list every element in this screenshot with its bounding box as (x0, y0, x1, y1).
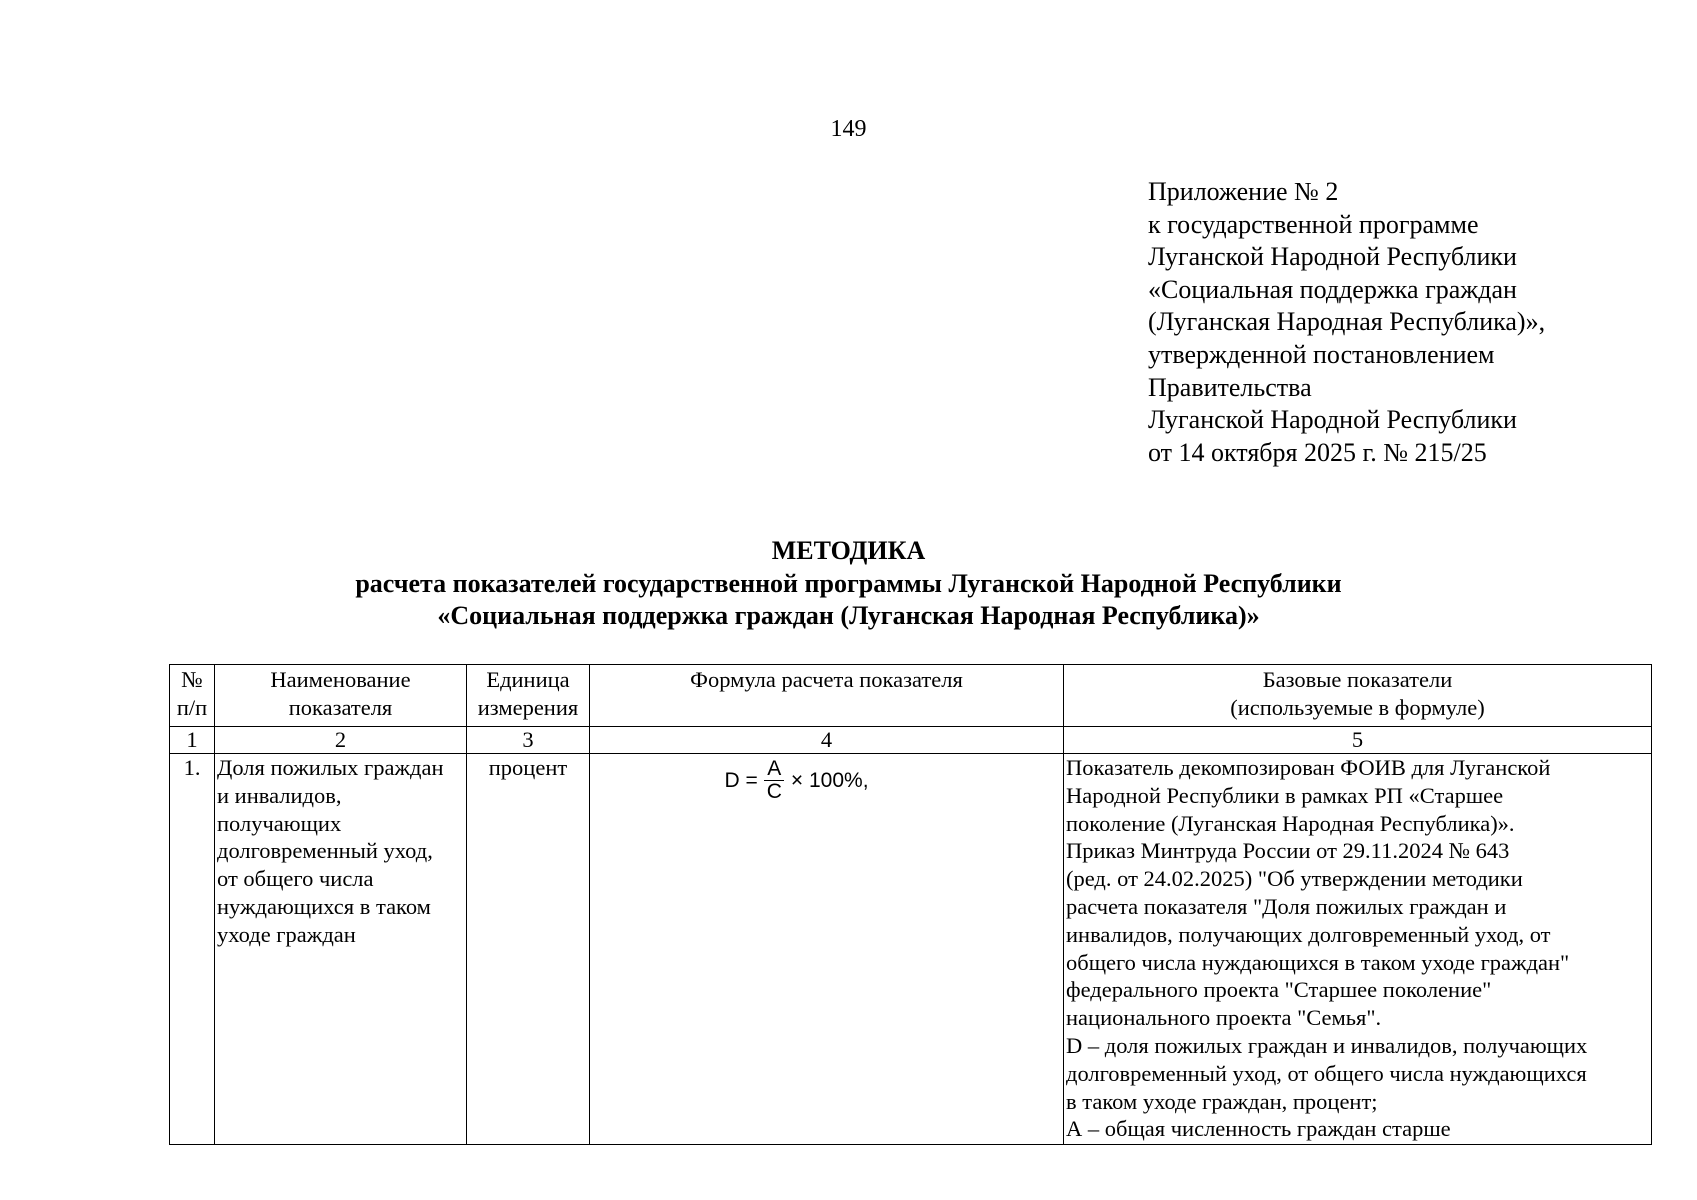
header-text: п/п (176, 694, 208, 720)
column-number: 3 (467, 727, 590, 754)
appendix-line: от 14 октября 2025 г. № 215/25 (1148, 437, 1487, 467)
appendix-line: (Луганская Народная Республика)», (1148, 307, 1546, 337)
table-row (170, 754, 1652, 1145)
page-number: 149 (830, 116, 867, 142)
cell-line: и инвалидов, (217, 782, 342, 808)
cell-line: уходе граждан (217, 921, 356, 947)
cell-line: национального проекта "Семья". (1066, 1005, 1382, 1031)
cell-line: в таком уходе граждан, процент; (1066, 1088, 1378, 1114)
formula-lhs: D = (724, 768, 758, 792)
formula-rhs: × 100%, (790, 768, 869, 792)
cell-line: нуждающихся в таком (217, 893, 431, 919)
formula-numerator: A (764, 758, 784, 781)
formula-denominator: C (766, 780, 782, 803)
appendix-line: «Социальная поддержка граждан (1148, 274, 1517, 304)
title-subheading: расчета показателей государственной программы Луганской Народной Республики (355, 568, 1342, 598)
appendix-line: Приложение № 2 (1148, 177, 1339, 206)
formula-fraction (764, 758, 785, 803)
header-text: показателя (288, 694, 393, 720)
cell-line: расчета показателя "Доля пожилых граждан и (1066, 893, 1507, 919)
cell-line: (ред. от 24.02.2025) "Об утверждении методики (1066, 866, 1523, 892)
column-number: 4 (590, 727, 1064, 754)
cell-line: Показатель декомпозирован ФОИВ для Луганской (1066, 755, 1551, 780)
cell-line: Приказ Минтруда России от 29.11.2024 № 643 (1066, 838, 1510, 864)
cell-line: от общего числа (217, 866, 374, 892)
cell-line: Народной Республики в рамках РП «Старшее (1066, 782, 1504, 808)
cell-line: инвалидов, получающих долговременный уход, от (1066, 921, 1551, 947)
appendix-line: Луганской Народной Республики (1148, 242, 1517, 272)
table-header-row (170, 665, 1652, 727)
column-number: 5 (1064, 727, 1652, 754)
column-number: 1 (170, 727, 215, 754)
title-heading: МЕТОДИКА (771, 536, 926, 565)
header-text: измерения (477, 694, 579, 720)
header-text: Базовые показатели (1262, 667, 1453, 692)
header-formula (590, 665, 1064, 727)
indicator-name (215, 754, 467, 1145)
measurement-unit: процент (467, 754, 590, 1145)
header-name (215, 665, 467, 727)
appendix-line: утвержденной постановлением (1148, 339, 1495, 369)
cell-line: Доля пожилых граждан (217, 755, 444, 780)
header-unit (467, 665, 590, 727)
header-text: Наименование (270, 667, 411, 692)
methodics-table (169, 664, 1652, 1145)
column-number-row (170, 727, 1652, 754)
appendix-line: к государственной программе (1148, 209, 1479, 239)
column-number: 2 (215, 727, 467, 754)
header-text: № (181, 667, 203, 692)
header-base (1064, 665, 1652, 727)
cell-line: поколение (Луганская Народная Республика)». (1066, 810, 1515, 836)
cell-line: долговременный уход, (217, 838, 433, 864)
cell-line: получающих (217, 810, 342, 836)
cell-line: федерального проекта "Старшее поколение" (1066, 977, 1492, 1003)
appendix-line: Луганской Народной Республики (1148, 405, 1517, 435)
cell-line: D – доля пожилых граждан и инвалидов, получающих (1066, 1032, 1588, 1058)
appendix-block (1148, 176, 1545, 469)
cell-line: А – общая численность граждан старше (1066, 1116, 1451, 1142)
cell-line: долговременный уход, от общего числа нуждающихся (1066, 1060, 1587, 1086)
cell-line: общего числа нуждающихся в таком уходе граждан" (1066, 949, 1570, 975)
row-number: 1. (170, 754, 215, 1145)
appendix-line: Правительства (1148, 372, 1312, 402)
header-num (170, 665, 215, 727)
title-program-name: «Социальная поддержка граждан (Луганская Народная Республика)» (437, 601, 1260, 630)
base-indicators (1064, 754, 1652, 1145)
formula-cell (590, 754, 1064, 1145)
header-text: Единица (486, 667, 570, 692)
document-title (0, 535, 1697, 633)
formula (532, 758, 1061, 803)
header-text: (используемые в формуле) (1230, 694, 1485, 720)
header-text: Формула расчета показателя (690, 667, 963, 692)
